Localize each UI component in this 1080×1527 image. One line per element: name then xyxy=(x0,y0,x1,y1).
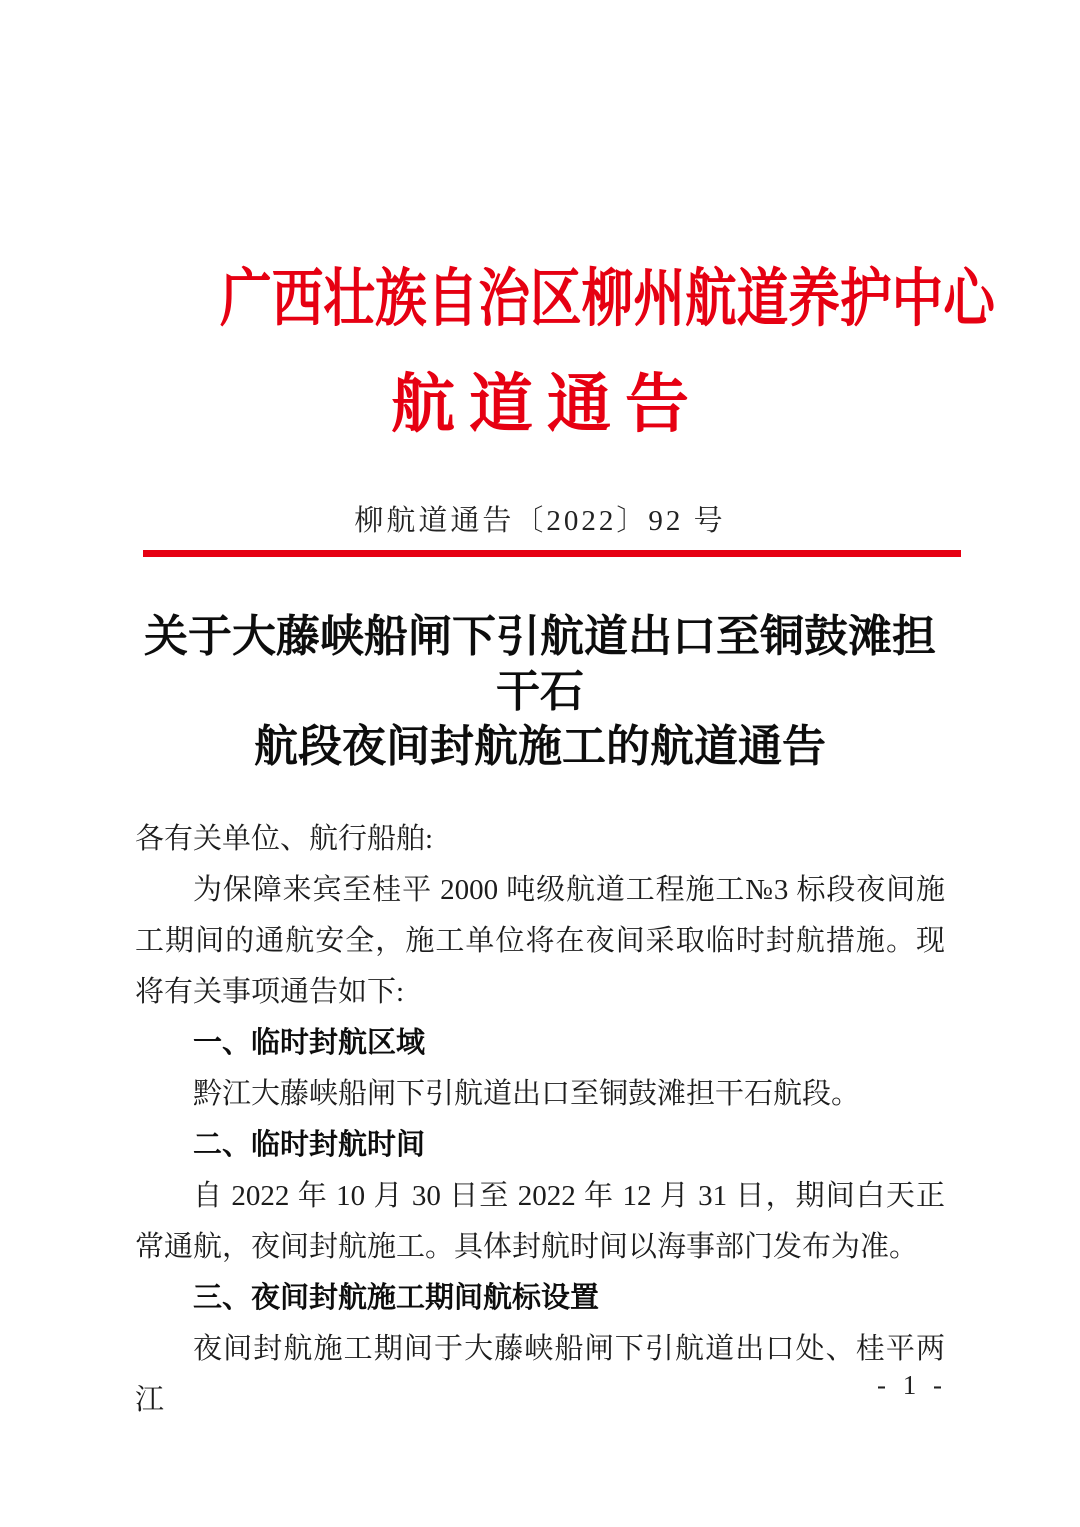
intro-paragraph: 为保障来宾至桂平 2000 吨级航道工程施工№3 标段夜间施工期间的通航安全，施工单位将在夜间采取临时封航措施。现将有关事项通告如下: xyxy=(135,874,945,1008)
org-title-line1 xyxy=(135,264,995,334)
red-divider xyxy=(143,550,961,557)
section-3-heading: 三、夜间封航施工期间航标设置 xyxy=(193,1282,600,1314)
page-number: - 1 - xyxy=(877,1370,947,1400)
org-title-line2: 航道通告 xyxy=(391,369,703,440)
document-title-line2: 航段夜间封航施工的航道通告 xyxy=(254,722,826,771)
section-3-text: 夜间封航施工期间于大藤峡船闸下引航道出口处、桂平两江 xyxy=(135,1333,945,1416)
salutation: 各有关单位、航行船舶: xyxy=(135,823,434,855)
org-title-line1-text: 广西壮族自治区柳州航道养护中心 xyxy=(220,264,995,334)
document-body xyxy=(135,814,945,1426)
section-2-heading: 二、临时封航时间 xyxy=(193,1129,426,1161)
section-1-heading: 一、临时封航区域 xyxy=(193,1027,426,1059)
section-2-text: 自 2022 年 10 月 30 日至 2022 年 12 月 31 日，期间白天正常通航，夜间封航施工。具体封航时间以海事部门发布为准。 xyxy=(135,1180,945,1263)
section-1-text: 黔江大藤峡船闸下引航道出口至铜鼓滩担干石航段。 xyxy=(193,1078,861,1110)
document-title xyxy=(135,609,945,774)
document-title-line1: 关于大藤峡船闸下引航道出口至铜鼓滩担干石 xyxy=(144,612,936,716)
document-number: 柳航道通告〔2022〕92 号 xyxy=(354,505,726,537)
